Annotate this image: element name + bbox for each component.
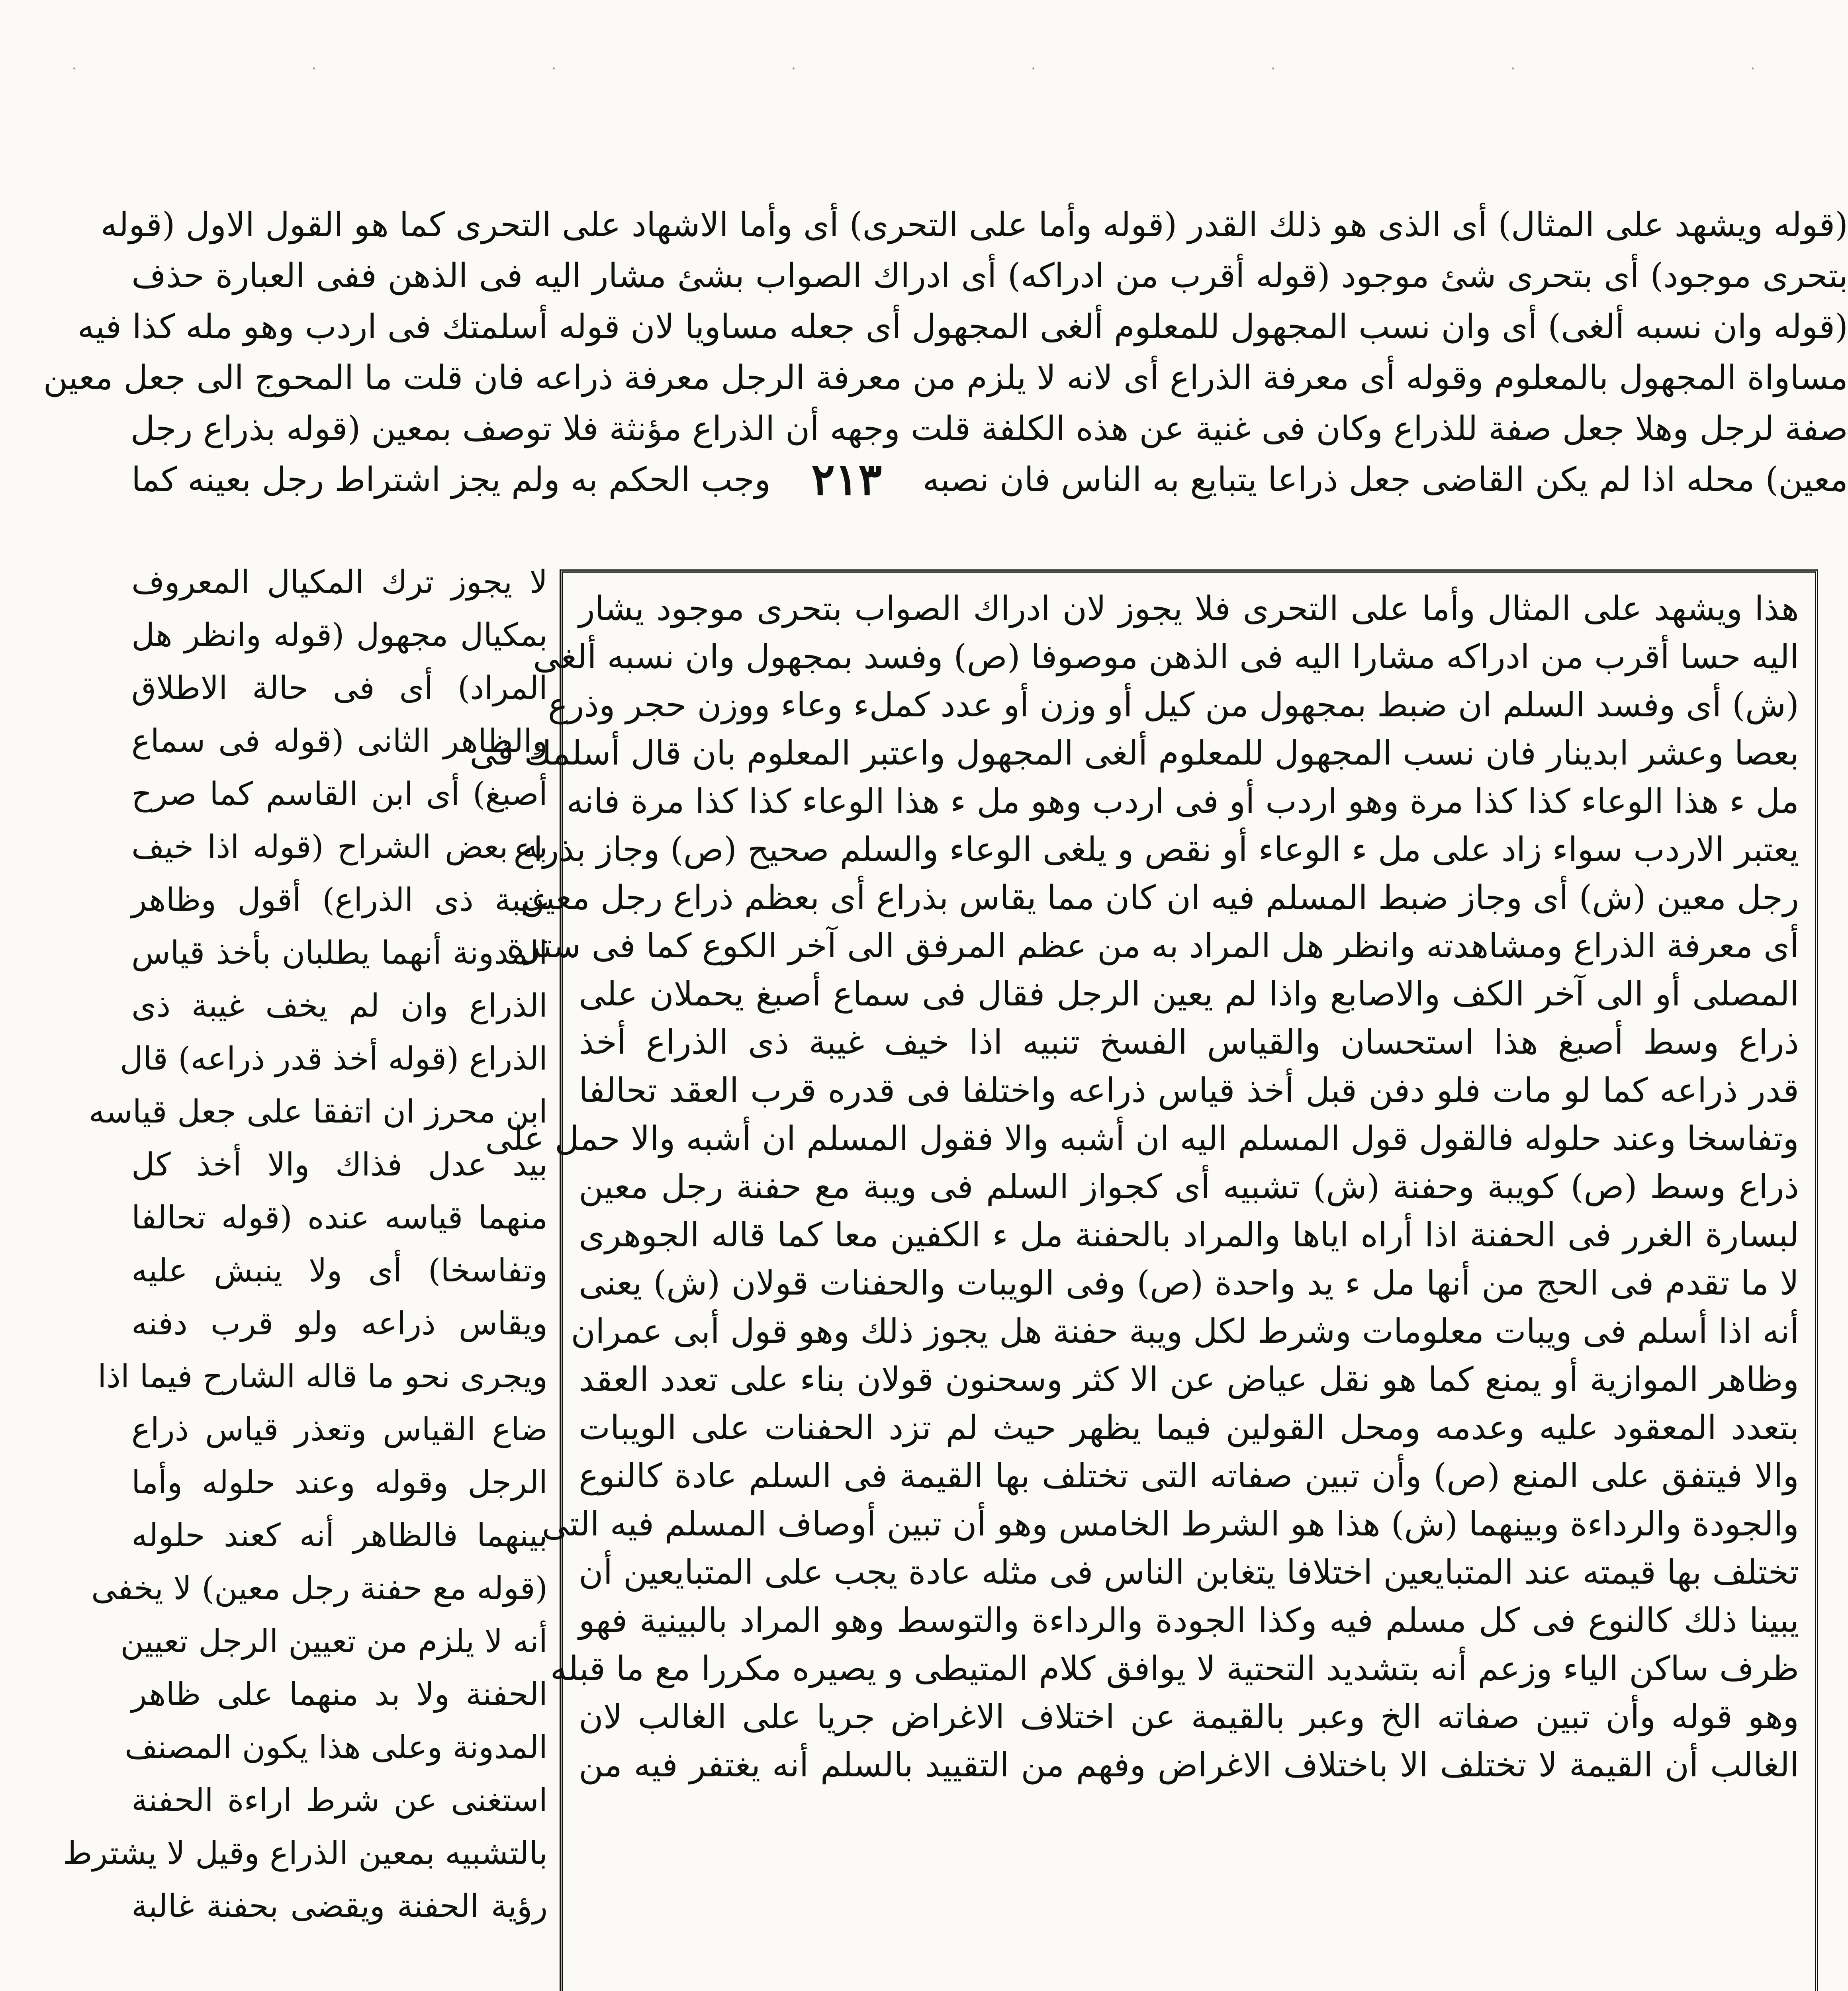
main-text-box: [470, 569, 1818, 1991]
main-line: الغالب أن القيمة لا تختلف الا باختلاف الاغراض وفهم من التقييد بالسلم أنه يغتفر فيه من: [579, 1745, 1799, 1784]
main-line: هذا ويشهد على المثال وأما على التحرى فلا يجوز لان ادراك الصواب بتحرى موجود يشار: [579, 589, 1799, 628]
header-line: (قوله وان نسبه ألغى) أى وان نسب المجهول للمعلوم ألغى المجهول أى جعله مساويا لان قوله أسلمتك فى اردب وهو مله كذا فيه: [77, 307, 1848, 346]
page-number: ٢١٣: [811, 454, 882, 505]
main-line: مل ء هذا الوعاء كذا كذا مرة وهو اردب أو فى اردب وهو مل ء هذا الوعاء كذا كذا مرة فانه: [566, 782, 1799, 821]
margin-line: منهما قياسه عنده (قوله تحالفا: [131, 1199, 548, 1236]
header-line: بتحرى موجود) أى بتحرى شئ موجود (قوله أقرب من ادراكه) أى ادراك الصواب بشئ مشار اليه فى الذهن ففى العبارة حذف: [131, 256, 1848, 295]
margin-line: بيد عدل فذاك والا أخذ كل: [131, 1146, 548, 1183]
margin-line: الذراع (قوله أخذ قدر ذراعه) قال: [120, 1040, 548, 1077]
main-line: وتفاسخا وعند حلوله فالقول قول المسلم اليه ان أشبه والا فقول المسلم ان أشبه والا حمل على: [485, 1119, 1799, 1158]
margin-line: الرجل وقوله وعند حلوله وأما: [131, 1464, 548, 1501]
header-line-right: معين) محله اذا لم يكن القاضى جعل ذراعا يتبايع به الناس فان نصبه: [922, 460, 1848, 499]
margin-line: الحفنة ولا بد منهما على ظاهر: [131, 1676, 548, 1713]
margin-line: بالتشبيه بمعين الذراع وقيل لا يشترط: [63, 1835, 548, 1872]
header-page-line: [131, 454, 1848, 505]
main-line: أنه اذا أسلم فى ويبات معلومات وشرط لكل ويبة حفنة هل يجوز ذلك وهو قول أبى عمران: [571, 1312, 1799, 1351]
main-line: رجل معين (ش) أى وجاز ضبط المسلم فيه ان كان مما يقاس بذراع أى بعظم ذراع رجل معين: [520, 878, 1799, 917]
margin-line: (قوله مع حفنة رجل معين) لا يخفى: [91, 1570, 548, 1607]
margin-line: ضاع القياس وتعذر قياس ذراع: [131, 1411, 548, 1448]
header-commentary: [43, 199, 1848, 505]
main-line: أى معرفة الذراع ومشاهدته وانظر هل المراد به من عظم المرفق الى آخر الكوع كما فى سترة: [507, 926, 1799, 965]
main-line: والجودة والرداءة وبينهما (ش) هذا هو الشرط الخامس وهو أن تبين أوصاف المسلم فيه التى: [542, 1504, 1799, 1543]
margin-line: لا يجوز ترك المكيال المعروف: [131, 563, 548, 600]
header-line: صفة لرجل وهلا جعل صفة للذراع وكان فى غنية عن هذه الكلفة قلت وجهه أن الذراع مؤنثة فلا توصف بمعين (قوله بذراع رجل: [130, 409, 1848, 448]
main-line: قدر ذراعه كما لو مات فلو دفن قبل أخذ قياس ذراعه واختلفا فى قدره قرب العقد تحالفا: [579, 1071, 1799, 1110]
main-line: ذراع وسط (ص) كويبة وحفنة (ش) تشبيه أى كجواز السلم فى ويبة مع حفنة رجل معين: [579, 1167, 1799, 1206]
main-line: بعصا وعشر ابدينار فان نسب المجهول للمعلوم ألغى المجهول واعتبر المعلوم بان قال أسلمك فى: [470, 733, 1799, 773]
margin-line: ابن محرز ان اتفقا على جعل قياسه: [88, 1093, 548, 1130]
main-line: ظرف ساكن الياء وزعم أنه بتشديد التحتية لا يوافق كلام المتيطى و يصيره مكررا مع ما قبله: [550, 1649, 1799, 1688]
margin-line: استغنى عن شرط اراءة الحفنة: [131, 1782, 548, 1819]
main-line: وهو قوله وأن تبين صفاته الخ وعبر بالقيمة عن اختلاف الاغراض جريا على الغالب لان: [579, 1697, 1799, 1736]
main-line: يعتبر الاردب سواء زاد على مل ء الوعاء أو نقص و يلغى الوعاء والسلم صحيح (ص) وجاز بذراع: [513, 830, 1799, 869]
margin-line: ويقاس ذراعه ولو قرب دفنه: [131, 1305, 548, 1342]
main-line: المصلى أو الى آخر الكف والاصابع واذا لم يعين الرجل فقال فى سماع أصبغ يحملان على: [579, 974, 1799, 1013]
margin-line: رؤية الحفنة ويقضى بحفنة غالبة: [131, 1887, 548, 1925]
main-line: وظاهر الموازية أو يمنع كما هو نقل عياض عن الا كثر وسحنون قولان بناء على تعدد العقد: [579, 1360, 1799, 1399]
margin-line: غيبة ذى الذراع) أقول وظاهر: [131, 881, 548, 918]
margin-line: بينهما فالظاهر أنه كعند حلوله: [131, 1517, 548, 1554]
main-line: (ش) أى وفسد السلم ان ضبط بمجهول من كيل أو وزن أو عدد كملء وعاء ووزن حجر وذرع: [548, 685, 1799, 724]
margin-line: والظاهر الثانى (قوله فى سماع: [131, 722, 548, 759]
margin-line: أصبغ) أى ابن القاسم كما صرح: [131, 775, 548, 812]
margin-line: أنه لا يلزم من تعيين الرجل تعيين: [120, 1623, 548, 1660]
header-line: (قوله ويشهد على المثال) أى الذى هو ذلك القدر (قوله وأما على التحرى) أى وأما الاشهاد على التحرى كما هو القول الاول (قوله: [100, 205, 1848, 244]
margin-line: به بعض الشراح (قوله اذا خيف: [131, 828, 548, 865]
main-line: والا فيتفق على المنع (ص) وأن تبين صفاته التى تختلف بها القيمة فى السلم عادة كالنوع: [579, 1456, 1799, 1495]
main-line: لبسارة الغرر فى الحفنة اذا أراه اياها والمراد بالحفنة مل ء الكفين معا كما قاله الجوهرى: [579, 1215, 1799, 1254]
margin-line: المدونة أنهما يطلبان بأخذ قياس: [131, 934, 548, 971]
main-line: لا ما تقدم فى الحج من أنها مل ء يد واحدة (ص) وفى الويبات والحفنات قولان (ش) يعنى: [579, 1263, 1799, 1303]
margin-line: بمكيال مجهول (قوله وانظر هل: [131, 616, 548, 653]
margin-line: ويجرى نحو ما قاله الشارح فيما اذا: [98, 1358, 548, 1395]
margin-line: المدونة وعلى هذا يكون المصنف: [125, 1729, 548, 1766]
main-line: ذراع وسط أصبغ هذا استحسان والقياس الفسخ تنبيه اذا خيف غيبة ذى الذراع أخذ: [579, 1023, 1799, 1062]
margin-line: المراد) أى فى حالة الاطلاق: [131, 669, 548, 706]
margin-line: وتفاسخا) أى ولا ينبش عليه: [131, 1252, 548, 1289]
main-line: يبينا ذلك كالنوع فى كل مسلم فيه وكذا الجودة والرداءة والتوسط وهو المراد بالبينية فهو: [579, 1601, 1799, 1640]
main-line: تختلف بها قيمته عند المتبايعين اختلافا يتغابن الناس فى مثله عادة يجب على المتبايعين أن: [579, 1553, 1799, 1592]
header-line: مساواة المجهول بالمعلوم وقوله أى معرفة الذراع أى لانه لا يلزم من معرفة الرجل معرفة ذراعه فان قلت ما المحوج الى جعل معين: [43, 358, 1848, 397]
page-edge-marks: · · · · · · · ·: [72, 60, 1755, 78]
main-line: اليه حسا أقرب من ادراكه مشارا اليه فى الذهن موصوفا (ص) وفسد بمجهول وان نسبه ألغى: [533, 637, 1799, 676]
header-line-left: وجب الحكم به ولم يجز اشتراط رجل بعينه كما: [131, 460, 771, 499]
margin-line: الذراع وان لم يخف غيبة ذى: [131, 987, 548, 1024]
main-line: بتعدد المعقود عليه وعدمه ومحل القولين فيما يظهر حيث لم تزد الحفنات على الويبات: [579, 1408, 1799, 1447]
